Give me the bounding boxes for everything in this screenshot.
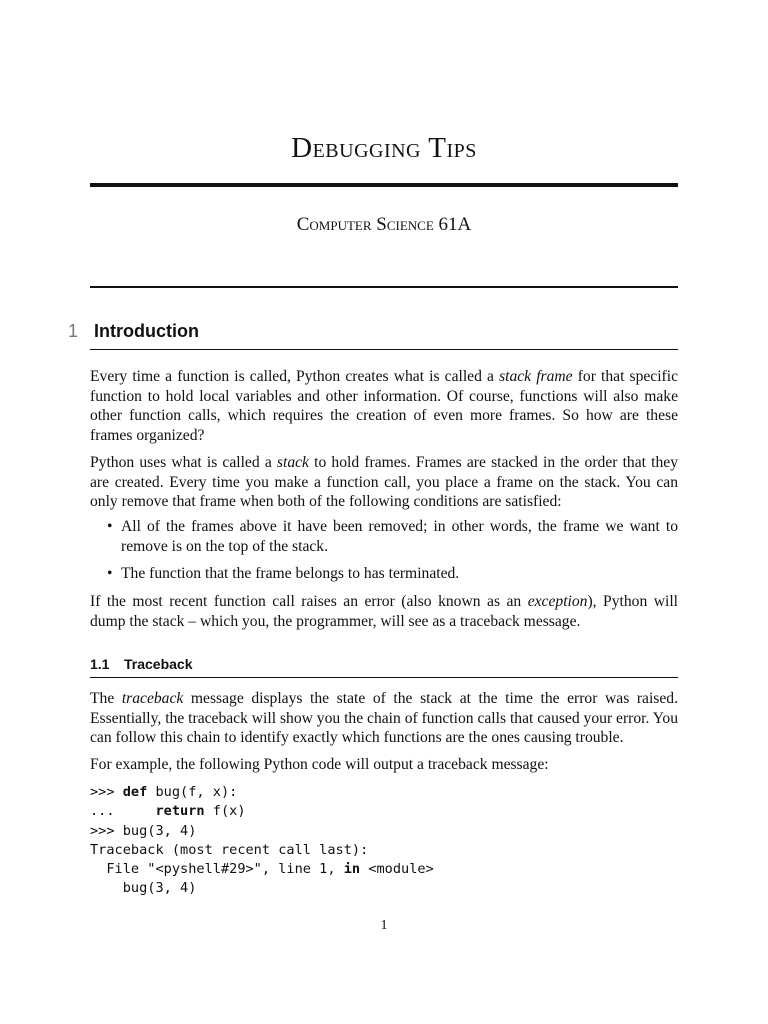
title-rule — [90, 183, 678, 187]
bullet-list — [90, 517, 678, 592]
section-number: 1 — [68, 321, 79, 341]
code-text: bug(3, 4) — [90, 880, 197, 897]
section-rule — [90, 349, 678, 350]
paragraph-example: For example, the following Python code will output a traceback message: — [90, 756, 549, 773]
document-title: Debugging Tips — [291, 132, 477, 164]
code-keyword: def — [122, 784, 148, 800]
code-text: f(x) — [204, 803, 246, 820]
document-subtitle: Computer Science 61A — [296, 214, 472, 235]
bullet-icon: • — [107, 518, 113, 535]
list-item-text: The function that the frame belongs to has terminated. — [121, 565, 460, 582]
code-text: File "<pyshell#29>", line 1, — [90, 861, 344, 878]
text-run: ), Python will dump the stack – which you, the programmer, will see as a traceback message. — [90, 593, 678, 630]
code-keyword: return — [155, 803, 205, 820]
text-run: to hold frames. Frames are stacked in the order that they are created. Every time you make a function call, you place a frame on the stack. You can only remove that frame when both of the following conditions are satisfied: — [90, 454, 678, 510]
list-item — [90, 517, 678, 556]
header-rule — [90, 286, 678, 288]
code-keyword: in — [343, 861, 361, 878]
paragraph-stack-frame — [90, 367, 678, 445]
code-text: >>> bug(3, 4) — [90, 822, 197, 839]
code-text: <module> — [360, 861, 434, 878]
text-run: message displays the state of the stack at the time the error was raised. Essentially, the traceback will show you the chain of function calls that caused your error. You can follow this chain to identify exactly which functions are the ones causing trouble. — [90, 690, 678, 746]
bullet-icon: • — [107, 565, 113, 582]
subsection-title: Traceback — [124, 656, 193, 672]
text-run: Every time a function is called, Python creates what is called a — [90, 368, 500, 385]
paragraph-traceback — [90, 689, 678, 748]
list-item — [90, 564, 678, 584]
subsection-rule — [90, 677, 678, 678]
paragraph-exception — [90, 592, 678, 631]
emphasis: exception — [527, 593, 588, 610]
paragraph-stack — [90, 453, 678, 512]
list-item-text: All of the frames above it have been removed; in other words, the frame we want to remove is on the top of the stack. — [121, 518, 678, 555]
code-text: ... — [90, 803, 156, 820]
text-run: If the most recent function call raises an error (also known as an — [90, 593, 528, 610]
subsection-number: 1.1 — [90, 656, 110, 672]
text-run: Python uses what is called a — [90, 454, 277, 471]
emphasis: stack frame — [499, 368, 573, 385]
emphasis: stack — [276, 454, 309, 471]
code-text: Traceback (most recent call last): — [90, 841, 369, 858]
code-block — [90, 783, 678, 899]
emphasis: traceback — [121, 690, 184, 707]
text-run: The — [90, 690, 122, 707]
code-text: >>> — [90, 784, 123, 800]
page-number: 1 — [380, 918, 388, 933]
text-run: for that specific function to hold local variables and other information. Of course, functions will also make other function calls, which requires the creation of even more frames. So how are these frames organized? — [90, 368, 679, 444]
code-text: bug(f, x): — [147, 784, 238, 800]
section-title: Introduction — [94, 321, 199, 341]
